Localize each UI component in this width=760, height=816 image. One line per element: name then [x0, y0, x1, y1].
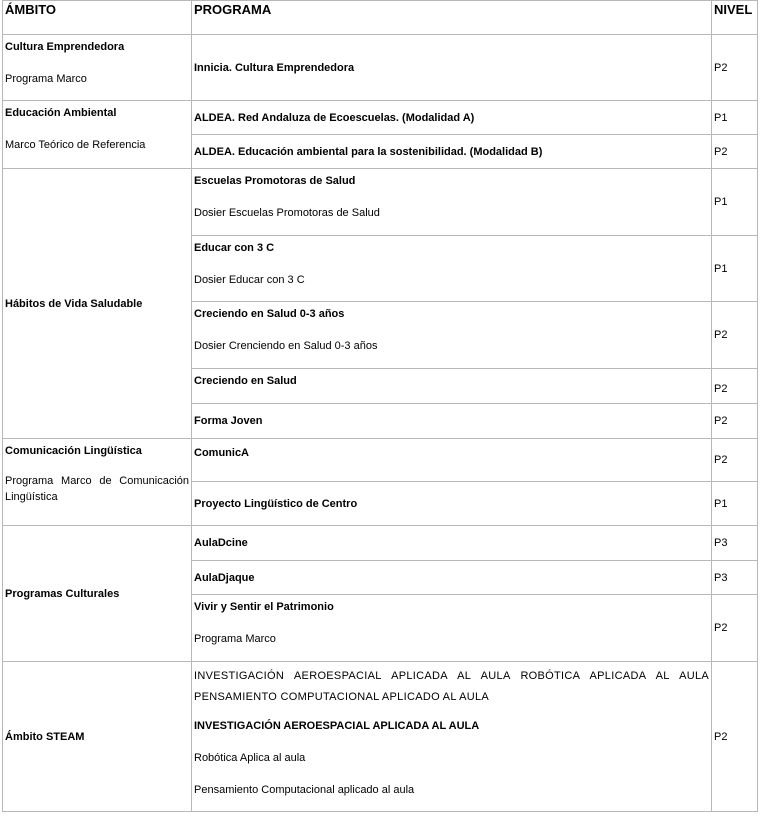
- programa-cell: [192, 595, 712, 662]
- header-row: [3, 1, 758, 35]
- programa-cell: Innicia. Cultura Emprendedora: [192, 35, 712, 101]
- ambito-title: Comunicación Lingüística: [5, 445, 142, 457]
- table-row: [3, 439, 758, 482]
- programs-table: [2, 0, 758, 812]
- nivel-cell: P1: [712, 482, 758, 526]
- steam-program-item: Robótica Aplica al aula: [194, 752, 306, 764]
- programa-cell: [192, 169, 712, 236]
- nivel-cell: P2: [712, 35, 758, 101]
- programa-title: Creciendo en Salud 0-3 años: [194, 308, 345, 320]
- programa-subtitle: Dosier Escuelas Promotoras de Salud: [194, 207, 380, 219]
- table-row: [3, 526, 758, 561]
- table-row: [3, 662, 758, 812]
- programa-cell: [192, 662, 712, 812]
- steam-programs-list: INVESTIGACIÓN AEROESPACIAL APLICADA AL AULA ROBÓTICA APLICADA AL AULA PENSAMIENTO COMPUTACIONAL APLICADO AL AULA: [194, 670, 709, 703]
- programa-cell: AulaDjaque: [192, 561, 712, 595]
- programa-subtitle: Dosier Educar con 3 C: [194, 274, 305, 286]
- nivel-cell: P2: [712, 369, 758, 404]
- programa-cell: Forma Joven: [192, 404, 712, 439]
- ambito-cell: [3, 35, 192, 101]
- ambito-subtitle: Programa Marco: [5, 73, 87, 85]
- header-nivel: NIVEL: [712, 1, 758, 35]
- programa-cell: Proyecto Lingüístico de Centro: [192, 482, 712, 526]
- programa-subtitle: Programa Marco: [194, 633, 276, 645]
- programa-cell: [192, 302, 712, 369]
- nivel-cell: P1: [712, 236, 758, 302]
- programa-cell: ALDEA. Red Andaluza de Ecoescuelas. (Modalidad A): [192, 101, 712, 135]
- nivel-cell: P3: [712, 526, 758, 561]
- nivel-cell: P2: [712, 135, 758, 169]
- programa-cell: ComunicA: [192, 439, 712, 482]
- programa-subtitle: Dosier Crenciendo en Salud 0-3 años: [194, 340, 378, 352]
- ambito-title: Educación Ambiental: [5, 107, 117, 119]
- programa-cell: AulaDcine: [192, 526, 712, 561]
- steam-program-title: INVESTIGACIÓN AEROESPACIAL APLICADA AL AULA: [194, 720, 480, 732]
- ambito-cell: [3, 439, 192, 526]
- header-programa: PROGRAMA: [192, 1, 712, 35]
- programa-cell: ALDEA. Educación ambiental para la sostenibilidad. (Modalidad B): [192, 135, 712, 169]
- nivel-cell: P1: [712, 101, 758, 135]
- ambito-title: Cultura Emprendedora: [5, 41, 125, 53]
- nivel-cell: P2: [712, 404, 758, 439]
- ambito-subtitle: Marco Teórico de Referencia: [5, 139, 146, 151]
- table-row: [3, 35, 758, 101]
- ambito-subtitle: Programa Marco de Comunicación Lingüística: [5, 475, 189, 503]
- ambito-cell: Programas Culturales: [3, 526, 192, 662]
- programa-title: Educar con 3 C: [194, 242, 275, 254]
- ambito-cell: Ámbito STEAM: [3, 662, 192, 812]
- programa-title: Escuelas Promotoras de Salud: [194, 175, 356, 187]
- ambito-cell: Hábitos de Vida Saludable: [3, 169, 192, 439]
- table-row: [3, 101, 758, 135]
- programa-cell: Creciendo en Salud: [192, 369, 712, 404]
- nivel-cell: P3: [712, 561, 758, 595]
- ambito-cell: [3, 101, 192, 169]
- programa-cell: [192, 236, 712, 302]
- header-ambito: ÁMBITO: [3, 1, 192, 35]
- table-row: [3, 169, 758, 236]
- programa-title: Vivir y Sentir el Patrimonio: [194, 601, 334, 613]
- nivel-cell: P2: [712, 595, 758, 662]
- nivel-cell: P2: [712, 302, 758, 369]
- nivel-cell: P2: [712, 662, 758, 812]
- nivel-cell: P1: [712, 169, 758, 236]
- steam-program-item: Pensamiento Computacional aplicado al aula: [194, 784, 415, 796]
- nivel-cell: P2: [712, 439, 758, 482]
